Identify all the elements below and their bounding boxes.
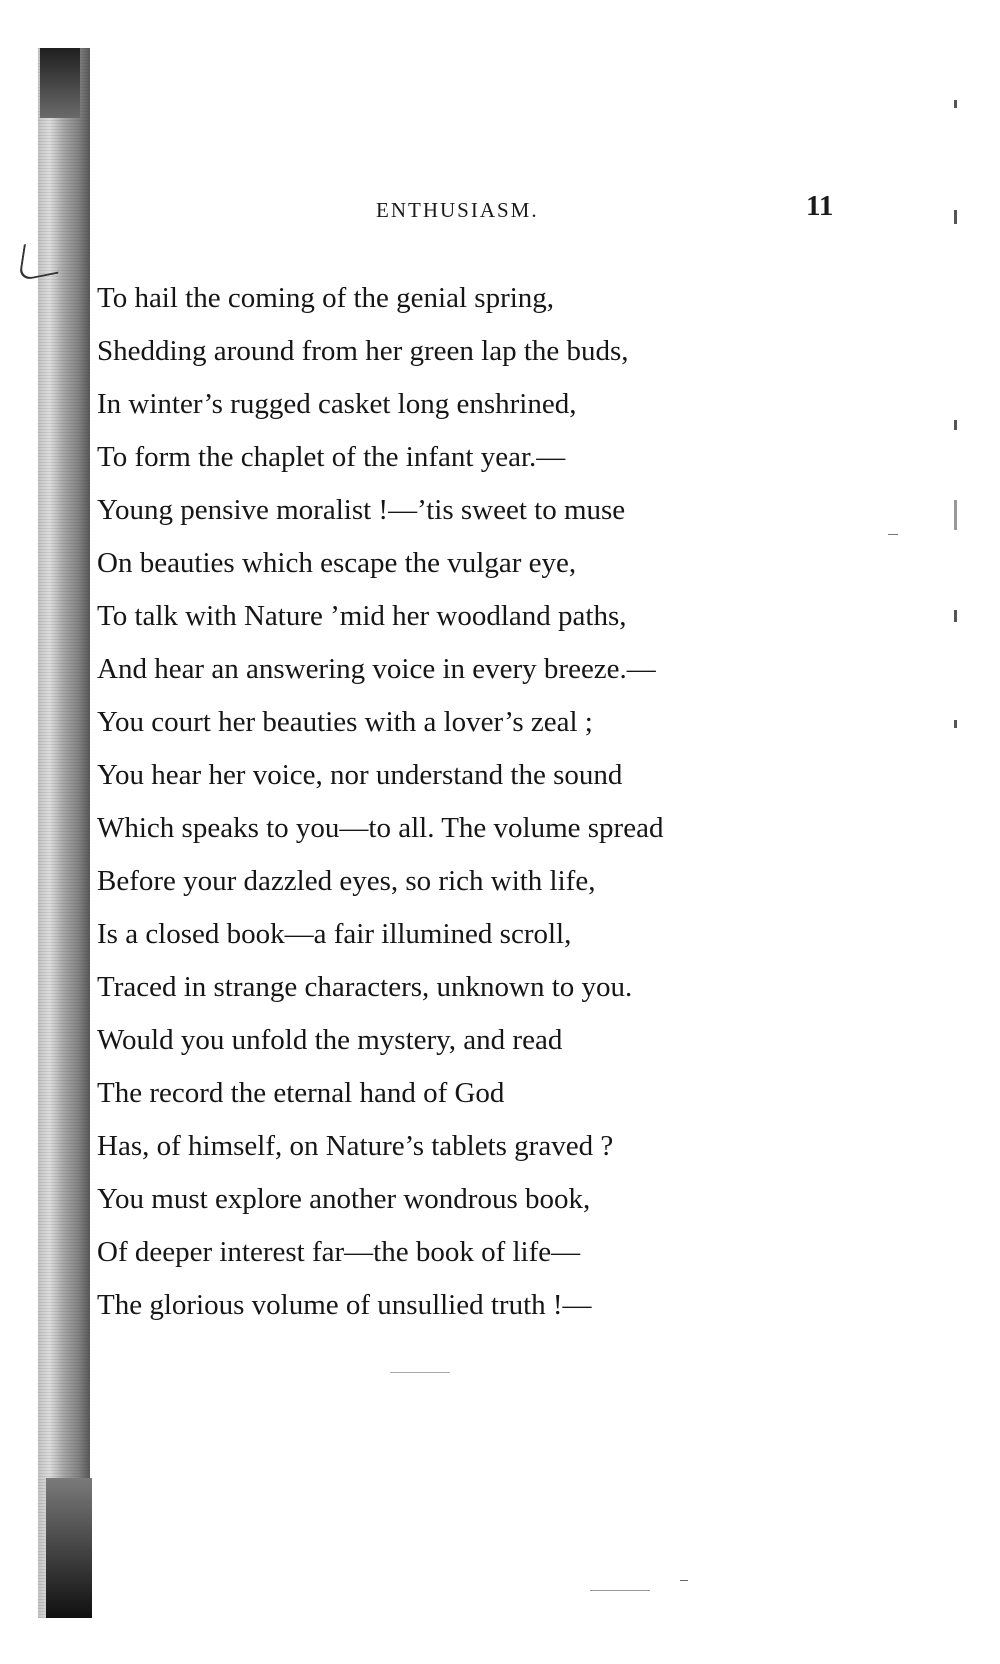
poem-line: On beauties which escape the vulgar eye, — [97, 547, 577, 579]
binding-gutter-shadow — [38, 48, 90, 1618]
poem-line: Has, of himself, on Nature’s tablets graved ? — [97, 1130, 614, 1162]
paper-noise — [680, 1580, 688, 1581]
paper-noise — [390, 1372, 450, 1373]
poem-line: You must explore another wondrous book, — [97, 1183, 591, 1215]
poem-line: In winter’s rugged casket long enshrined, — [97, 388, 577, 420]
poem-line: And hear an answering voice in every breeze.— — [97, 653, 656, 685]
poem-line: Shedding around from her green lap the buds, — [97, 335, 629, 367]
running-title: ENTHUSIASM. — [376, 198, 539, 222]
binding-gutter-top-shadow — [40, 48, 80, 118]
page-number: 11 — [806, 190, 834, 222]
paper-noise — [590, 1590, 650, 1591]
poem-line: Young pensive moralist !—’tis sweet to muse — [97, 494, 626, 526]
poem-line: To hail the coming of the genial spring, — [97, 282, 555, 314]
poem-line: To talk with Nature ’mid her woodland paths, — [97, 600, 627, 632]
poem-line: To form the chaplet of the infant year.— — [97, 441, 566, 473]
poem-line: Before your dazzled eyes, so rich with life, — [97, 865, 596, 897]
poem-line: The record the eternal hand of God — [97, 1077, 505, 1109]
poem-line: You court her beauties with a lover’s zeal ; — [97, 706, 593, 738]
poem-line: Traced in strange characters, unknown to you. — [97, 971, 633, 1003]
poem-line: Of deeper interest far—the book of life— — [97, 1236, 581, 1268]
poem-text — [97, 272, 877, 1332]
paper-noise — [888, 534, 898, 535]
poem-line: Which speaks to you—to all. The volume spread — [97, 812, 664, 844]
poem-line: The glorious volume of unsullied truth !— — [97, 1289, 592, 1321]
poem-line: You hear her voice, nor understand the sound — [97, 759, 623, 791]
running-header — [0, 190, 1000, 230]
binding-gutter-bottom-shadow — [46, 1478, 92, 1618]
poem-line: Would you unfold the mystery, and read — [97, 1024, 563, 1056]
poem-line: Is a closed book—a fair illumined scroll, — [97, 918, 572, 950]
